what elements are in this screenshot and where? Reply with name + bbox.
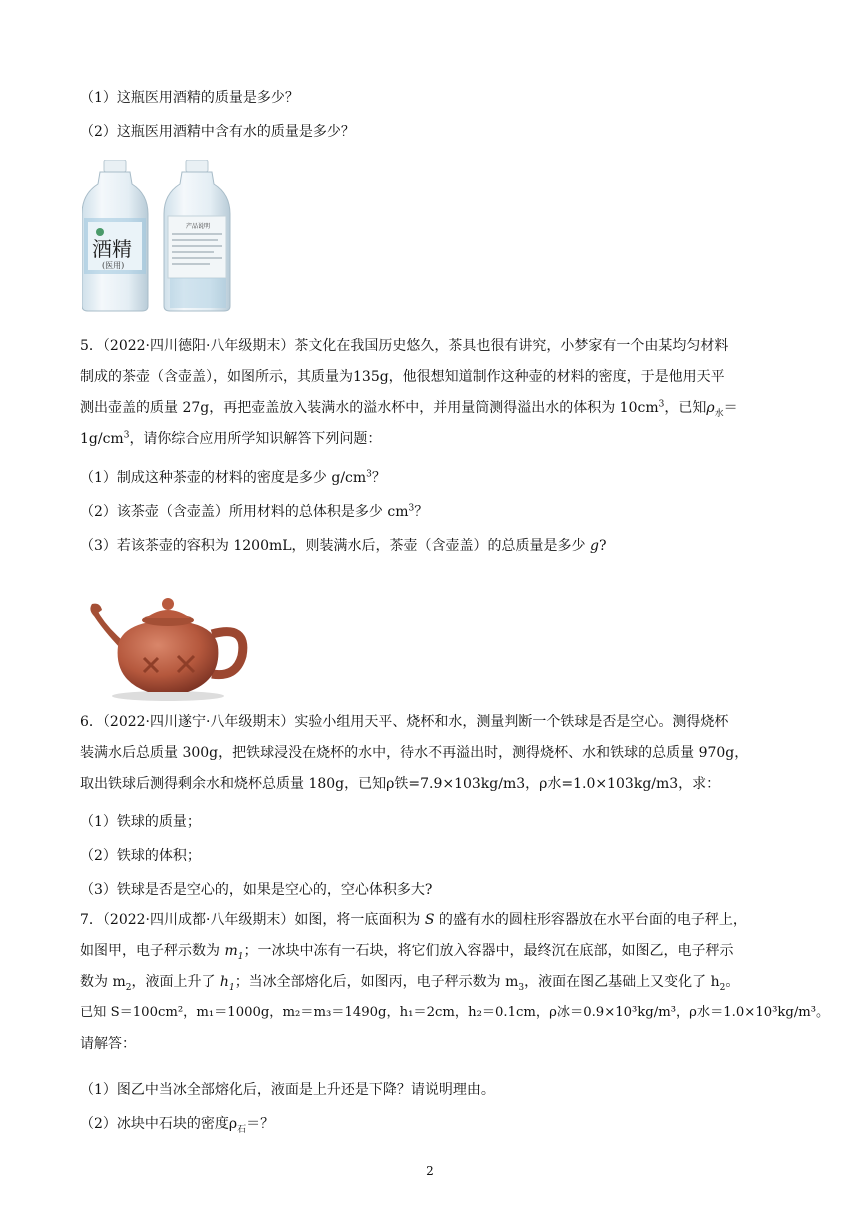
q5-sub3: （3）若该茶壶的容积为 1200mL，则装满水后，茶壶（含壶盖）的总质量是多少 g? — [80, 538, 607, 554]
q6-line2: 装满水后总质量 300g，把铁球浸没在烧杯的水中，待水不再溢出时，测得烧杯、水和铁球的总质量 970g， — [80, 745, 749, 761]
q6-line1: 6．（2022·四川遂宁·八年级期末）实验小组用天平、烧杯和水，测量判断一个铁球是否是空心。测得烧杯 — [80, 714, 729, 730]
q5-line1: 5．（2022·四川德阳·八年级期末）茶文化在我国历史悠久，茶具也很有讲究，小梦家有一个由某均匀材料 — [80, 338, 729, 354]
q5-line4: $1g/cm^3$，请你综合应用所学知识解答下列问题： — [80, 430, 382, 447]
question-7 — [80, 910, 830, 1065]
q7-sub2: （2）冰块中石块的密度$\rho_石=$？ — [80, 1116, 275, 1135]
q6-sub2: （2）铁球的体积； — [80, 848, 201, 864]
q7-line2: 如图甲，电子秤示数为 $m_1$；一冰块中冻有一石块，将它们放入容器中，最终沉在底部，如图乙，电子秤示 — [80, 943, 734, 962]
q7-line5: 请解答： — [80, 1036, 136, 1052]
bottle-back-title: 产品说明 — [186, 223, 211, 230]
q5-sub2: （2）该茶壶（含壶盖）所用材料的总体积是多少 $cm^3$？ — [80, 503, 429, 520]
bottle-label: 酒精 — [92, 237, 132, 261]
bottle-sublabel: (医用) — [102, 261, 125, 270]
q5-line3: 测出壶盖的质量 27g，再把壶盖放入装满水的溢水杯中，并用量筒测得溢出水的体积为 $10cm^3$，已知$\rho_水=$ — [80, 399, 738, 419]
q7-line4: 已知 S＝100cm²，m₁＝1000g，m₂＝m₃＝1490g，h₁＝2cm，h₂＝0.1cm，ρ冰＝0.9×10³kg/m³，ρ水＝1.0×10³kg/m³。 — [80, 1005, 830, 1020]
q6-line3: 取出铁球后测得剩余水和烧杯总质量 180g，已知ρ铁=7.9×103kg/m3，ρ水=1.0×103kg/m3，求： — [80, 776, 721, 792]
q7-sub1: （1）图乙中当冰全部熔化后，液面是上升还是下降？请说明理由。 — [80, 1082, 495, 1098]
q7-line3: 数为 $m_2$，液面上升了 $h_1$；当冰全部熔化后，如图丙，电子秤示数为 $m_3$，液面在图乙基础上又变化了 $h_2$。 — [80, 974, 740, 993]
q6-sub3: （3）铁球是否是空心的，如果是空心的，空心体积多大? — [80, 882, 433, 898]
q4-sub2: （2）这瓶医用酒精中含有水的质量是多少？ — [80, 124, 355, 140]
question-6 — [80, 712, 780, 805]
q7-line1: 7．（2022·四川成都·八年级期末）如图，将一底面积为 S 的盛有水的圆柱形容器放在水平台面的电子秤上， — [80, 912, 747, 928]
alcohol-bottles-image — [82, 160, 234, 312]
question-5 — [80, 336, 780, 460]
q4-sub1: （1）这瓶医用酒精的质量是多少？ — [80, 90, 299, 106]
q6-sub1: （1）铁球的质量； — [80, 814, 201, 830]
q5-sub1: （1）制成这种茶壶的材料的密度是多少 $g/cm^3$？ — [80, 469, 386, 486]
page-number: 2 — [426, 1164, 434, 1178]
teapot-image — [82, 594, 252, 704]
q5-line2: 制成的茶壶（含壶盖），如图所示，其质量为135g，他很想知道制作这种壶的材料的密度，于是他用天平 — [80, 369, 725, 385]
